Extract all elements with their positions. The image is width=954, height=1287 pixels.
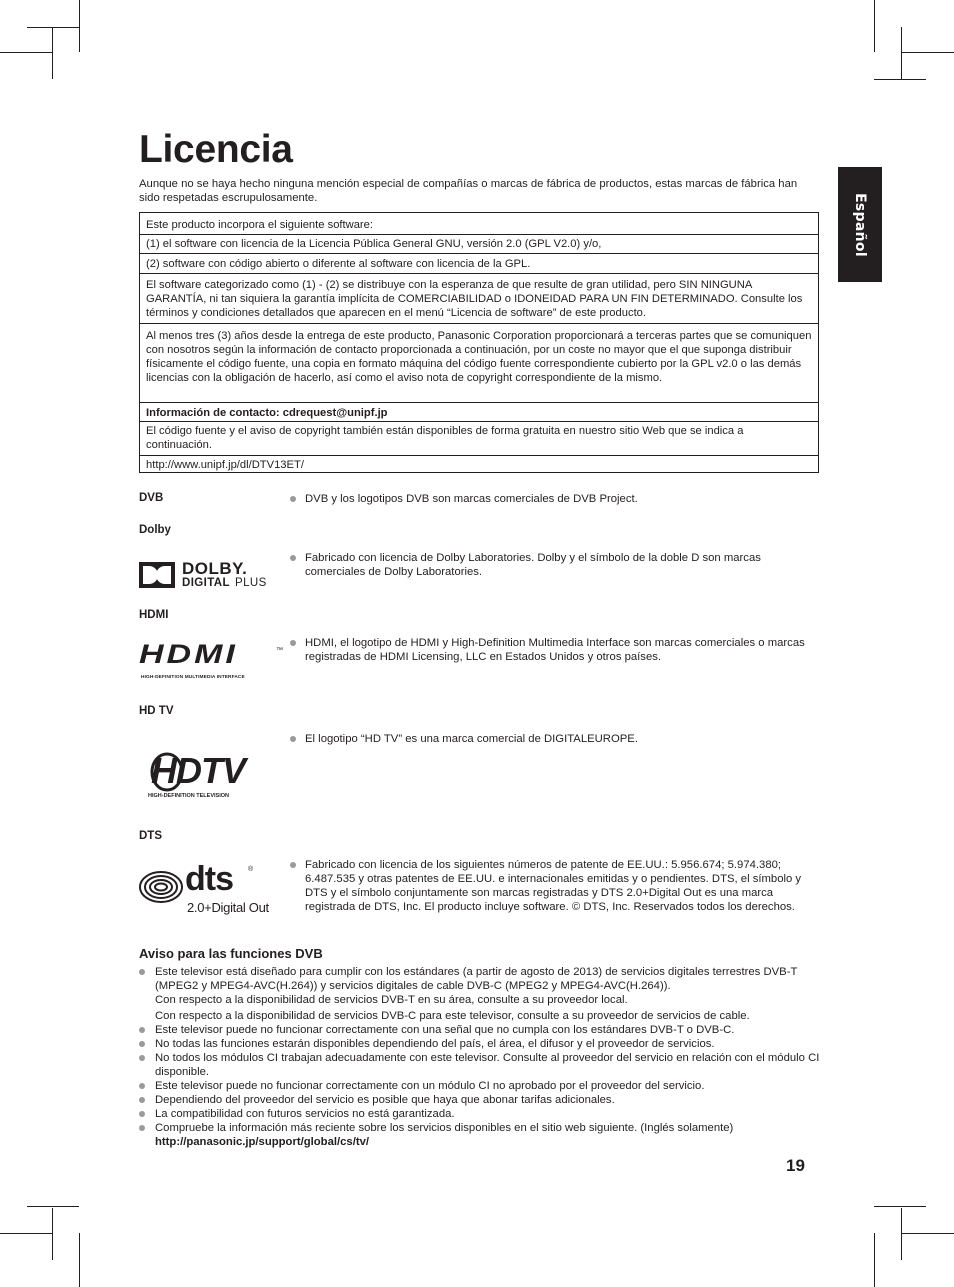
crop-mark — [52, 1208, 53, 1260]
crop-mark — [901, 1208, 902, 1260]
dolby-logo-digital: DIGITAL — [182, 577, 230, 589]
crop-mark — [27, 1206, 79, 1207]
dts-label: DTS — [139, 830, 162, 842]
list-item-text: Este televisor está diseñado para cumplir con los estándares (a partir de agosto de 2013) de servicios digitales terrestres DVB-T (MPEG2 y MPEG4-AVC(H.264)) y servicios digitales de cable DVB-C (MPEG2 y MPEG4-AVC(H.264)). — [155, 966, 798, 992]
hdtv-logo-sub: HIGH-DEFINITION TELEVISION — [148, 793, 229, 799]
page-number: 19 — [786, 1156, 805, 1175]
list-item — [139, 1079, 823, 1093]
crop-mark — [52, 27, 53, 79]
dolby-label: Dolby — [139, 524, 171, 536]
crop-mark — [0, 1233, 52, 1234]
language-tab — [838, 167, 882, 282]
box-paragraph: Al menos tres (3) años desde la entrega de este producto, Panasonic Corporation proporcionará a terceras partes que se comuniquen con nosotros según la información de contacto proporcionada a continuación, por un coste no mayor que el que suponga distribuir físicamente el código fuente, una copia en formato máquina del código fuente correspondiente cubierto por la GPL v2.0 o las demás licencias con la obligación de hacerlo, así como el aviso nota de copyright correspondiente de la mismo. — [146, 330, 812, 384]
list-item — [139, 1121, 823, 1149]
dolby-logo — [139, 560, 279, 592]
dts-logo-sub: 2.0+Digital Out — [187, 900, 269, 915]
hdtv-logo-word: HDTV — [151, 750, 245, 791]
crop-mark — [874, 0, 875, 52]
crop-mark — [901, 27, 902, 79]
crop-mark — [902, 52, 954, 53]
dts-logo-word: dts — [185, 860, 233, 898]
hdmi-logo-word: HDMI — [139, 639, 238, 670]
dts-logo — [139, 860, 279, 918]
software-license-box — [139, 212, 819, 473]
hdmi-logo-sub: HIGH-DEFINITION MULTIMEDIA INTERFACE — [141, 675, 245, 680]
list-item-text: No todas las funciones estarán disponibles dependiendo del país, el área, el difusor y el proveedor de servicios. — [155, 1038, 715, 1050]
hdtv-text: El logotipo “HD TV” es una marca comercial de DIGITALEUROPE. — [290, 732, 822, 746]
dts-logo-reg: ® — [248, 866, 254, 873]
crop-mark — [874, 1206, 926, 1207]
list-item — [139, 1093, 823, 1107]
intro-text: Aunque no se haya hecho ninguna mención especial de compañías o marcas de fábrica de productos, estas marcas de fábrica han sido respetadas escrupulosamente. — [139, 178, 798, 204]
crop-mark — [874, 1233, 875, 1287]
crop-mark — [874, 79, 926, 80]
crop-mark — [79, 1233, 80, 1287]
list-item-text: Dependiendo del proveedor del servicio es posible que haya que abonar tarifas adicionales. — [155, 1094, 615, 1106]
box-paragraph: El software categorizado como (1) - (2) se distribuye con la esperanza de que resulte de gran utilidad, pero SIN NINGUNA GARANTÍA, ni tan siquiera la garantía implícita de COMERCIABILIDAD o IDONEIDAD PARA UN FIN DETERMINADO. Consulte los términos y condiciones detallados que aparecen en el menú “Licencia de software” de este producto. — [146, 279, 803, 319]
crop-mark — [79, 0, 80, 52]
contact-info: Información de contacto: cdrequest@unipf.jp — [146, 407, 388, 419]
source-url: http://www.unipf.jp/dl/DTV13ET/ — [146, 459, 304, 471]
crop-mark — [0, 52, 52, 53]
support-link[interactable]: http://panasonic.jp/support/global/cs/tv/ — [155, 1136, 370, 1148]
hdtv-logo — [139, 752, 269, 802]
box-paragraph: Este producto incorpora el siguiente software: — [146, 219, 373, 231]
dts-text: Fabricado con licencia de los siguientes números de patente de EE.UU.: 5.956.674; 5.974.380; 6.487.535 y otras patentes de EE.UU. e internacionales emitidas y o pendientes. DTS, el símbolo y DTS y el símbolo conjuntamente son marcas registradas y DTS 2.0+Digital Out es una marca registrada de DTS, Inc. El producto incluye software. © DTS, Inc. Reservados todos los derechos. — [290, 858, 822, 914]
list-item-text: Este televisor puede no funcionar correctamente con una señal que no cumpla con los estándares DVB-T o DVB-C. — [155, 1024, 735, 1036]
page-title: Licencia — [139, 128, 293, 171]
list-item-text: No todos los módulos CI trabajan adecuadamente con este televisor. Consulte al proveedor del servicio en relación con el módulo CI disponible. — [155, 1052, 820, 1078]
list-item-text: Este televisor puede no funcionar correctamente con un módulo CI no aprobado por el proveedor del servicio. — [155, 1080, 705, 1092]
hdmi-logo — [139, 639, 285, 685]
dolby-logo-word: DOLBY. — [182, 559, 248, 578]
dvb-notice-list — [139, 965, 823, 1149]
crop-mark — [902, 1233, 954, 1234]
box-paragraph: (2) software con código abierto o diferente al software con licencia de la GPL. — [146, 258, 531, 270]
box-paragraph: El código fuente y el aviso de copyright también están disponibles de forma gratuita en nuestro sitio Web que se indica a continuación. — [146, 425, 744, 451]
dolby-text: Fabricado con licencia de Dolby Laboratories. Dolby y el símbolo de la doble D son marcas comerciales de Dolby Laboratories. — [290, 551, 822, 579]
hdmi-text: HDMI, el logotipo de HDMI y High-Definition Multimedia Interface son marcas comerciales o marcas registradas de HDMI Licensing, LLC en Estados Unidos y otros países. — [290, 636, 822, 664]
list-item — [139, 1023, 823, 1037]
dvb-text: DVB y los logotipos DVB son marcas comerciales de DVB Project. — [290, 492, 822, 506]
list-item-subtext: Con respecto a la disponibilidad de servicios DVB-C para este televisor, consulte a su proveedor de servicios de cable. — [155, 1010, 750, 1022]
list-item — [139, 1107, 823, 1121]
box-paragraph: (1) el software con licencia de la Licencia Pública General GNU, versión 2.0 (GPL V2.0) y/o, — [146, 238, 602, 250]
hdmi-label: HDMI — [139, 609, 169, 621]
hdtv-label: HD TV — [139, 705, 174, 717]
list-item — [139, 1037, 823, 1051]
crop-mark — [27, 27, 79, 28]
dts-disc-icon — [139, 870, 183, 904]
dvb-label: DVB — [139, 492, 164, 504]
list-item — [139, 1051, 823, 1079]
list-item-subtext: Con respecto a la disponibilidad de servicios DVB-T en su área, consulte a su proveedor local. — [155, 994, 628, 1006]
dvb-notice-title: Aviso para las funciones DVB — [139, 946, 323, 961]
language-tab-label: Español — [852, 192, 868, 257]
hdmi-logo-tm: ™ — [276, 647, 283, 654]
list-item-text: La compatibilidad con futuros servicios no está garantizada. — [155, 1108, 455, 1120]
dolby-logo-plus: PLUS — [235, 577, 267, 589]
list-item — [139, 965, 823, 1023]
list-item-text: Compruebe la información más reciente sobre los servicios disponibles en el sitio web siguiente. (Inglés solamente) — [155, 1122, 734, 1134]
